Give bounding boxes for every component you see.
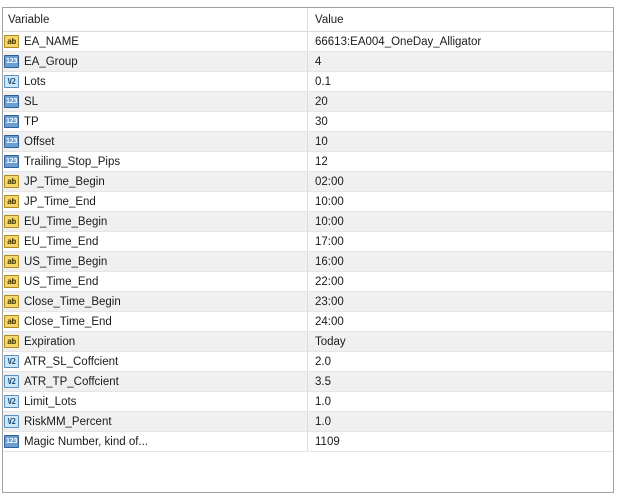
variable-cell[interactable] xyxy=(3,192,308,211)
variable-cell[interactable] xyxy=(3,72,308,91)
table-row[interactable] xyxy=(3,232,613,252)
table-row[interactable] xyxy=(3,272,613,292)
inputs-table xyxy=(2,7,614,493)
variable-cell[interactable] xyxy=(3,212,308,231)
variable-cell[interactable] xyxy=(3,432,308,451)
value-cell[interactable]: 10:00 xyxy=(315,215,344,228)
integer-icon: 123 xyxy=(4,155,19,168)
table-row[interactable] xyxy=(3,372,613,392)
value-cell[interactable]: 24:00 xyxy=(315,315,344,328)
table-row[interactable] xyxy=(3,332,613,352)
string-icon: ab xyxy=(4,195,19,208)
integer-icon: 123 xyxy=(4,55,19,68)
table-row[interactable] xyxy=(3,392,613,412)
value-cell[interactable]: 2.0 xyxy=(315,355,331,368)
value-cell[interactable]: 10:00 xyxy=(315,195,344,208)
string-icon: ab xyxy=(4,295,19,308)
value-cell[interactable]: 4 xyxy=(315,55,322,68)
variable-name: EU_Time_End xyxy=(24,235,99,248)
value-cell[interactable]: 1.0 xyxy=(315,415,331,428)
variable-cell[interactable] xyxy=(3,372,308,391)
table-row[interactable] xyxy=(3,252,613,272)
double-icon: V2 xyxy=(4,415,19,428)
value-cell[interactable]: 22:00 xyxy=(315,275,344,288)
string-icon: ab xyxy=(4,255,19,268)
variable-cell[interactable] xyxy=(3,232,308,251)
variable-cell[interactable] xyxy=(3,172,308,191)
integer-icon: 123 xyxy=(4,115,19,128)
table-row[interactable] xyxy=(3,412,613,432)
variable-name: Close_Time_End xyxy=(24,315,112,328)
variable-name: Limit_Lots xyxy=(24,395,77,408)
value-cell[interactable]: 16:00 xyxy=(315,255,344,268)
table-row[interactable] xyxy=(3,132,613,152)
variable-name: Trailing_Stop_Pips xyxy=(24,155,121,168)
table-row[interactable] xyxy=(3,312,613,332)
string-icon: ab xyxy=(4,315,19,328)
variable-cell[interactable] xyxy=(3,32,308,51)
variable-name: US_Time_Begin xyxy=(24,255,108,268)
variable-cell[interactable] xyxy=(3,272,308,291)
table-row[interactable] xyxy=(3,112,613,132)
string-icon: ab xyxy=(4,35,19,48)
table-row[interactable] xyxy=(3,152,613,172)
table-row[interactable] xyxy=(3,352,613,372)
table-row[interactable] xyxy=(3,172,613,192)
column-header-variable[interactable]: Variable xyxy=(3,8,308,31)
string-icon: ab xyxy=(4,335,19,348)
variable-name: ATR_TP_Coffcient xyxy=(24,375,119,388)
table-row[interactable] xyxy=(3,92,613,112)
string-icon: ab xyxy=(4,275,19,288)
string-icon: ab xyxy=(4,175,19,188)
variable-cell[interactable] xyxy=(3,352,308,371)
variable-cell[interactable] xyxy=(3,152,308,171)
table-row[interactable] xyxy=(3,32,613,52)
table-row[interactable] xyxy=(3,432,613,452)
value-cell[interactable]: 66613:EA004_OneDay_Alligator xyxy=(315,35,482,48)
variable-cell[interactable] xyxy=(3,92,308,111)
variable-cell[interactable] xyxy=(3,112,308,131)
string-icon: ab xyxy=(4,235,19,248)
variable-name: EA_Group xyxy=(24,55,78,68)
variable-cell[interactable] xyxy=(3,332,308,351)
variable-name: Offset xyxy=(24,135,55,148)
integer-icon: 123 xyxy=(4,435,19,448)
table-row[interactable] xyxy=(3,212,613,232)
value-cell[interactable]: 1109 xyxy=(315,435,340,448)
variable-name: EA_NAME xyxy=(24,35,79,48)
value-cell[interactable]: 02:00 xyxy=(315,175,344,188)
value-cell[interactable]: 10 xyxy=(315,135,328,148)
column-header-value[interactable]: Value xyxy=(315,13,344,26)
variable-name: Expiration xyxy=(24,335,76,348)
table-body xyxy=(3,32,613,452)
variable-cell[interactable] xyxy=(3,132,308,151)
double-icon: V2 xyxy=(4,395,19,408)
variable-name: JP_Time_Begin xyxy=(24,175,105,188)
variable-cell[interactable] xyxy=(3,312,308,331)
table-row[interactable] xyxy=(3,292,613,312)
table-row[interactable] xyxy=(3,192,613,212)
string-icon: ab xyxy=(4,215,19,228)
variable-cell[interactable] xyxy=(3,52,308,71)
double-icon: V2 xyxy=(4,75,19,88)
variable-name: JP_Time_End xyxy=(24,195,96,208)
double-icon: V2 xyxy=(4,375,19,388)
value-cell[interactable]: 20 xyxy=(315,95,328,108)
value-cell[interactable]: 1.0 xyxy=(315,395,331,408)
variable-name: Magic Number, kind of... xyxy=(24,435,148,448)
double-icon: V2 xyxy=(4,355,19,368)
value-cell[interactable]: 23:00 xyxy=(315,295,344,308)
value-cell[interactable]: 17:00 xyxy=(315,235,344,248)
integer-icon: 123 xyxy=(4,135,19,148)
variable-cell[interactable] xyxy=(3,252,308,271)
value-cell[interactable]: 30 xyxy=(315,115,328,128)
variable-name: RiskMM_Percent xyxy=(24,415,112,428)
value-cell[interactable]: 0.1 xyxy=(315,75,331,88)
variable-name: TP xyxy=(24,115,39,128)
variable-cell[interactable] xyxy=(3,292,308,311)
value-cell[interactable]: 12 xyxy=(315,155,328,168)
table-row[interactable] xyxy=(3,52,613,72)
variable-name: US_Time_End xyxy=(24,275,99,288)
table-header xyxy=(3,8,613,32)
value-cell[interactable]: 3.5 xyxy=(315,375,331,388)
table-row[interactable] xyxy=(3,72,613,92)
variable-name: Close_Time_Begin xyxy=(24,295,121,308)
variable-cell[interactable] xyxy=(3,392,308,411)
variable-name: ATR_SL_Coffcient xyxy=(24,355,119,368)
variable-cell[interactable] xyxy=(3,412,308,431)
value-cell[interactable]: Today xyxy=(315,335,346,348)
integer-icon: 123 xyxy=(4,95,19,108)
variable-name: EU_Time_Begin xyxy=(24,215,108,228)
variable-name: SL xyxy=(24,95,39,108)
variable-name: Lots xyxy=(24,75,46,88)
